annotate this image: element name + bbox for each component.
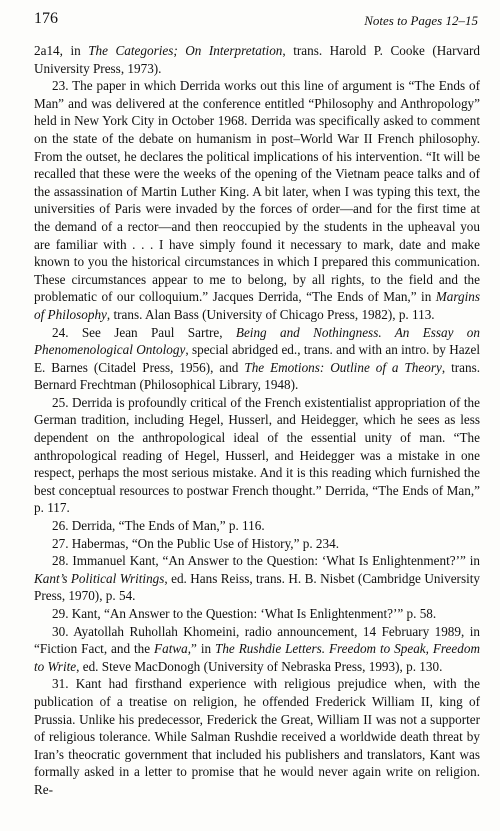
endnote-number: 29. xyxy=(52,606,69,621)
endnote-23 xyxy=(34,77,480,323)
italic-title: The Rushdie Letters. Freedom to Speak, Freedom to Write xyxy=(34,641,480,674)
endnote-text: Kant had firsthand experience with religious prejudice when, with the publication of a treatise on religion, he offended Frederick William II, king of Prussia. Unlike his predecessor, Frederick the Great, William II was not a supporter of religious tolerance. While Salman Rushdie received a worldwide death threat by Iran’s theocratic government that included his publishers and translators, Kant was formally asked in a letter to promise that he would never again write on religion. Re- xyxy=(34,676,480,797)
endnote-text: , trans. Alan Bass (University of Chicago Press, 1982), p. 113. xyxy=(106,306,435,322)
endnote-30 xyxy=(34,623,480,676)
endnote-text: , ed. Hans Reiss, trans. H. B. Nisbet (Cambridge University Press, 1970), p. 54. xyxy=(34,570,480,604)
endnote-number: 28. xyxy=(52,553,69,569)
endnote-text: Derrida, “The Ends of Man,” p. 116. xyxy=(68,518,265,534)
endnote-number: 24. xyxy=(52,324,69,340)
endnote-number: 23. xyxy=(52,78,69,94)
endnote-text: , special abridged ed., trans. and with an intro. by Hazel E. Barnes (Citadel Press, 1956), and xyxy=(34,342,480,375)
endnote-number: 27. xyxy=(52,535,69,551)
page-number: 176 xyxy=(34,10,58,27)
endnote-text: , trans. Bernard Frechtman (Philosophical Library, 1948). xyxy=(34,359,480,393)
page-header xyxy=(34,10,478,32)
endnote-continuation xyxy=(34,42,480,77)
endnote-number: 30. xyxy=(52,623,69,639)
italic-title: Fatwa xyxy=(154,641,188,657)
endnote-text: Kant, “An Answer to the Question: ‘What Is Enlightenment?’” p. 58. xyxy=(68,606,437,621)
italic-title: Kant’s Political Writings xyxy=(34,570,165,586)
endnote-24 xyxy=(34,324,480,394)
endnote-text: The paper in which Derrida works out this line of argument is “The Ends of Man” and was delivered at the conference entitled “Philosophy and Anthropology” held in New York City in October 1968. Derrida was specifically asked to comment on the state of the debate on humanism in post–World War II French philosophy. From the outset, he declares the political implications of his intervention. “It will be recalled that these were the weeks of the opening of the Vietnam peace talks and of the assassination of Martin Luther King. A bit later, when I was typing this text, the universities of Paris were invaded by the forces of order—and for the first time at the demand of a rector—and then reoccupied by the students in the upheaval you are familiar with . . . I have simply found it necessary to mark, date and make known to you the historical circumstances in which I prepared this communication. These circumstances appear to me to belong, by all rights, to the field and the problematic of our colloquium.” Jacques Derrida, “The Ends of Man,” in xyxy=(34,78,480,305)
endnote-text: Immanuel Kant, “An Answer to the Question: ‘What Is Enlightenment?’” in xyxy=(68,553,480,569)
italic-title: Being and Nothingness. An Essay on Phenomenological Ontology xyxy=(34,324,480,358)
endnote-text: See Jean Paul Sartre, xyxy=(68,324,236,340)
endnote-text: , ed. Steve MacDonogh (University of Nebraska Press, 1993), p. 130. xyxy=(76,658,443,674)
endnote-29 xyxy=(34,605,480,623)
endnote-28 xyxy=(34,552,480,605)
endnote-text: , trans. Harold P. Cooke (Harvard University Press, 1973). xyxy=(34,43,480,76)
endnote-text: ,” in xyxy=(187,641,215,657)
endnotes-list xyxy=(34,42,480,799)
endnote-26 xyxy=(34,517,480,535)
endnote-text: Ayatollah Ruhollah Khomeini, radio announcement, 14 February 1989, in “Fiction Fact, and the xyxy=(34,623,480,657)
endnote-number: 31. xyxy=(52,676,69,692)
italic-title: Margins of Philosophy xyxy=(34,289,480,322)
endnote-31 xyxy=(34,675,480,798)
endnote-text: Derrida is profoundly critical of the French existentialist appropriation of the German tradition, including Hegel, Husserl, and Heidegger, which he sees as less dependent on the anthropological ideal of the essential unity of man. “The anthropological reading of Hegel, Husserl, and Heidegger was a mistake in one respect, perhaps the most serious mistake. And it is this reading which furnished the best conceptual resources to postwar French thought.” Derrida, “The Ends of Man,” p. 117. xyxy=(34,394,480,516)
endnote-25 xyxy=(34,394,480,517)
italic-title: The Categories; On Interpretation xyxy=(88,43,283,58)
endnote-number: 25. xyxy=(52,394,69,410)
endnote-27 xyxy=(34,535,480,553)
running-head: Notes to Pages 12–15 xyxy=(364,13,478,28)
endnote-number: 26. xyxy=(52,518,69,534)
endnote-text: 2a14, in xyxy=(34,43,89,58)
italic-title: The Emotions: Outline of a Theory xyxy=(244,359,442,375)
endnote-text: Habermas, “On the Public Use of History,” p. 234. xyxy=(68,535,340,551)
